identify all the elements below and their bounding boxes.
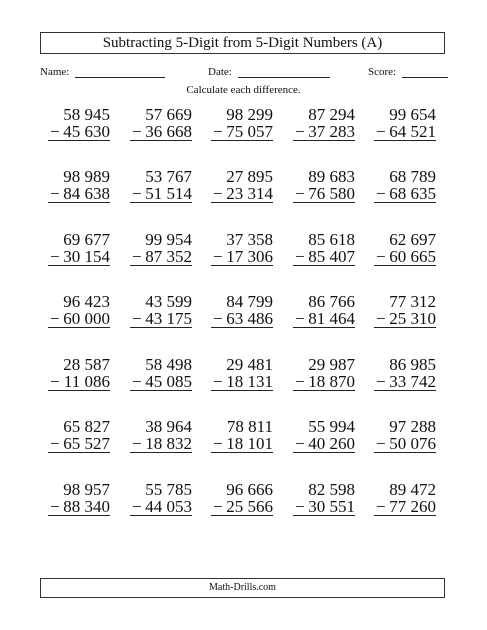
minus-sign: −	[376, 309, 386, 328]
subtrahend-row	[293, 123, 355, 141]
subtrahend-row	[130, 185, 192, 203]
subtrahend: 44 053	[145, 497, 192, 516]
subtrahend: 43 175	[145, 309, 192, 328]
subtrahend-row	[130, 373, 192, 391]
subtrahend: 17 306	[226, 247, 273, 266]
minuend: 55 785	[145, 480, 192, 499]
subtraction-problem	[293, 481, 355, 516]
subtrahend-row	[211, 123, 273, 141]
minuend: 99 954	[145, 230, 192, 249]
name-field	[40, 63, 165, 78]
minuend: 65 827	[63, 417, 110, 436]
minus-sign: −	[132, 122, 142, 141]
subtraction-problem	[211, 231, 273, 266]
subtrahend-row	[374, 310, 436, 328]
minuend: 96 423	[63, 292, 110, 311]
subtraction-problem	[48, 356, 110, 391]
score-line[interactable]	[402, 63, 448, 78]
subtrahend: 23 314	[226, 184, 273, 203]
name-label: Name:	[40, 66, 70, 78]
subtrahend-row	[211, 498, 273, 516]
subtraction-problem	[130, 356, 192, 391]
minus-sign: −	[376, 497, 386, 516]
minus-sign: −	[132, 372, 142, 391]
subtraction-problem	[48, 481, 110, 516]
subtrahend-row	[374, 435, 436, 453]
score-label: Score:	[368, 66, 397, 78]
minuend: 87 294	[308, 105, 355, 124]
minus-sign: −	[50, 122, 60, 141]
minuend: 97 288	[389, 417, 436, 436]
minuend: 98 299	[226, 105, 273, 124]
subtrahend: 75 057	[226, 122, 273, 141]
minuend: 28 587	[63, 355, 110, 374]
minus-sign: −	[295, 372, 305, 391]
subtrahend: 25 310	[389, 309, 436, 328]
subtraction-problem	[48, 168, 110, 203]
minus-sign: −	[295, 247, 305, 266]
subtrahend: 76 580	[308, 184, 355, 203]
subtrahend: 60 000	[63, 309, 110, 328]
minuend: 43 599	[145, 292, 192, 311]
subtrahend: 64 521	[389, 122, 436, 141]
subtraction-problem	[48, 293, 110, 328]
subtrahend: 30 551	[308, 497, 355, 516]
subtrahend: 40 260	[308, 434, 355, 453]
subtraction-problem	[293, 293, 355, 328]
minuend: 82 598	[308, 480, 355, 499]
minus-sign: −	[295, 309, 305, 328]
subtrahend-row	[293, 435, 355, 453]
minus-sign: −	[213, 184, 223, 203]
subtrahend-row	[48, 248, 110, 266]
minuend: 58 498	[145, 355, 192, 374]
subtrahend: 81 464	[308, 309, 355, 328]
footer: Math-Drills.com	[40, 578, 445, 598]
minus-sign: −	[295, 434, 305, 453]
subtraction-problem	[293, 231, 355, 266]
minus-sign: −	[295, 122, 305, 141]
minuend: 77 312	[389, 292, 436, 311]
minus-sign: −	[213, 122, 223, 141]
minuend: 85 618	[308, 230, 355, 249]
subtrahend: 87 352	[145, 247, 192, 266]
subtrahend-row	[374, 248, 436, 266]
minuend: 78 811	[226, 417, 273, 436]
subtraction-problem	[130, 418, 192, 453]
subtrahend-row	[374, 498, 436, 516]
minus-sign: −	[295, 497, 305, 516]
subtrahend: 37 283	[308, 122, 355, 141]
subtraction-problem	[374, 418, 436, 453]
minus-sign: −	[132, 497, 142, 516]
subtrahend: 60 665	[389, 247, 436, 266]
subtraction-problem	[293, 168, 355, 203]
subtrahend-row	[130, 123, 192, 141]
subtrahend: 77 260	[389, 497, 436, 516]
subtrahend-row	[293, 498, 355, 516]
date-line[interactable]	[238, 63, 330, 78]
name-line[interactable]	[75, 63, 165, 78]
subtrahend: 18 832	[145, 434, 192, 453]
subtrahend-row	[374, 185, 436, 203]
minuend: 84 799	[226, 292, 273, 311]
subtraction-problem	[48, 231, 110, 266]
subtrahend-row	[211, 435, 273, 453]
subtrahend-row	[48, 435, 110, 453]
minuend: 29 987	[308, 355, 355, 374]
subtraction-problem	[211, 168, 273, 203]
minuend: 53 767	[145, 167, 192, 186]
subtrahend-row	[293, 248, 355, 266]
minus-sign: −	[50, 309, 60, 328]
subtrahend-row	[130, 248, 192, 266]
minuend: 57 669	[145, 105, 192, 124]
subtrahend: 36 668	[145, 122, 192, 141]
subtrahend: 50 076	[389, 434, 436, 453]
subtraction-problem	[211, 293, 273, 328]
subtrahend-row	[211, 185, 273, 203]
minus-sign: −	[376, 122, 386, 141]
subtrahend: 88 340	[63, 497, 110, 516]
minus-sign: −	[50, 247, 60, 266]
minuend: 38 964	[145, 417, 192, 436]
minuend: 58 945	[63, 105, 110, 124]
minus-sign: −	[376, 184, 386, 203]
minus-sign: −	[50, 372, 60, 391]
minus-sign: −	[213, 247, 223, 266]
minuend: 86 985	[389, 355, 436, 374]
subtrahend: 18 101	[226, 434, 273, 453]
minus-sign: −	[213, 497, 223, 516]
minus-sign: −	[132, 309, 142, 328]
subtrahend: 85 407	[308, 247, 355, 266]
subtraction-problem	[374, 481, 436, 516]
minus-sign: −	[213, 372, 223, 391]
subtrahend: 45 085	[145, 372, 192, 391]
subtrahend-row	[211, 248, 273, 266]
subtraction-problem	[374, 293, 436, 328]
minuend: 98 957	[63, 480, 110, 499]
subtrahend-row	[48, 310, 110, 328]
subtraction-problem	[293, 418, 355, 453]
subtraction-problem	[130, 168, 192, 203]
subtrahend-row	[211, 373, 273, 391]
score-field	[368, 63, 448, 78]
subtraction-problem	[211, 418, 273, 453]
subtraction-problem	[48, 418, 110, 453]
subtrahend: 11 086	[63, 372, 110, 391]
minuend: 98 989	[63, 167, 110, 186]
subtrahend-row	[374, 123, 436, 141]
subtraction-problem	[211, 356, 273, 391]
subtraction-problem	[130, 231, 192, 266]
date-field	[208, 63, 330, 78]
subtrahend: 68 635	[389, 184, 436, 203]
subtrahend: 84 638	[63, 184, 110, 203]
instructions: Calculate each difference.	[186, 84, 301, 96]
minus-sign: −	[376, 372, 386, 391]
minus-sign: −	[376, 247, 386, 266]
date-label: Date:	[208, 66, 232, 78]
minus-sign: −	[295, 184, 305, 203]
subtrahend-row	[211, 310, 273, 328]
minus-sign: −	[50, 184, 60, 203]
subtraction-problem	[130, 293, 192, 328]
minuend: 99 654	[389, 105, 436, 124]
minuend: 29 481	[226, 355, 273, 374]
minuend: 89 683	[308, 167, 355, 186]
minus-sign: −	[50, 434, 60, 453]
subtrahend-row	[48, 185, 110, 203]
subtrahend: 33 742	[389, 372, 436, 391]
subtrahend-row	[48, 123, 110, 141]
minuend: 68 789	[389, 167, 436, 186]
subtrahend-row	[374, 373, 436, 391]
minus-sign: −	[376, 434, 386, 453]
minuend: 86 766	[308, 292, 355, 311]
minus-sign: −	[50, 497, 60, 516]
minus-sign: −	[132, 434, 142, 453]
problem-grid	[48, 106, 443, 536]
subtraction-problem	[130, 106, 192, 141]
worksheet-title: Subtracting 5-Digit from 5-Digit Numbers (A)	[40, 32, 445, 54]
subtrahend-row	[48, 498, 110, 516]
minuend: 69 677	[63, 230, 110, 249]
minuend: 55 994	[308, 417, 355, 436]
subtrahend-row	[48, 373, 110, 391]
minuend: 62 697	[389, 230, 436, 249]
subtraction-problem	[374, 168, 436, 203]
minuend: 27 895	[226, 167, 273, 186]
subtraction-problem	[130, 481, 192, 516]
subtrahend: 25 566	[226, 497, 273, 516]
subtraction-problem	[374, 231, 436, 266]
subtraction-problem	[374, 356, 436, 391]
subtrahend: 51 514	[145, 184, 192, 203]
subtrahend-row	[293, 185, 355, 203]
subtrahend: 18 870	[308, 372, 355, 391]
minus-sign: −	[213, 434, 223, 453]
subtrahend-row	[130, 498, 192, 516]
subtrahend-row	[293, 310, 355, 328]
subtrahend: 30 154	[63, 247, 110, 266]
minuend: 89 472	[389, 480, 436, 499]
subtrahend: 63 486	[226, 309, 273, 328]
subtrahend-row	[293, 373, 355, 391]
subtraction-problem	[293, 356, 355, 391]
subtraction-problem	[211, 481, 273, 516]
subtraction-problem	[211, 106, 273, 141]
subtrahend-row	[130, 310, 192, 328]
minuend: 37 358	[226, 230, 273, 249]
minuend: 96 666	[226, 480, 273, 499]
subtraction-problem	[293, 106, 355, 141]
subtraction-problem	[374, 106, 436, 141]
minus-sign: −	[132, 184, 142, 203]
subtrahend: 65 527	[63, 434, 110, 453]
subtrahend: 18 131	[226, 372, 273, 391]
minus-sign: −	[213, 309, 223, 328]
minus-sign: −	[132, 247, 142, 266]
subtraction-problem	[48, 106, 110, 141]
subtrahend-row	[130, 435, 192, 453]
subtrahend: 45 630	[63, 122, 110, 141]
